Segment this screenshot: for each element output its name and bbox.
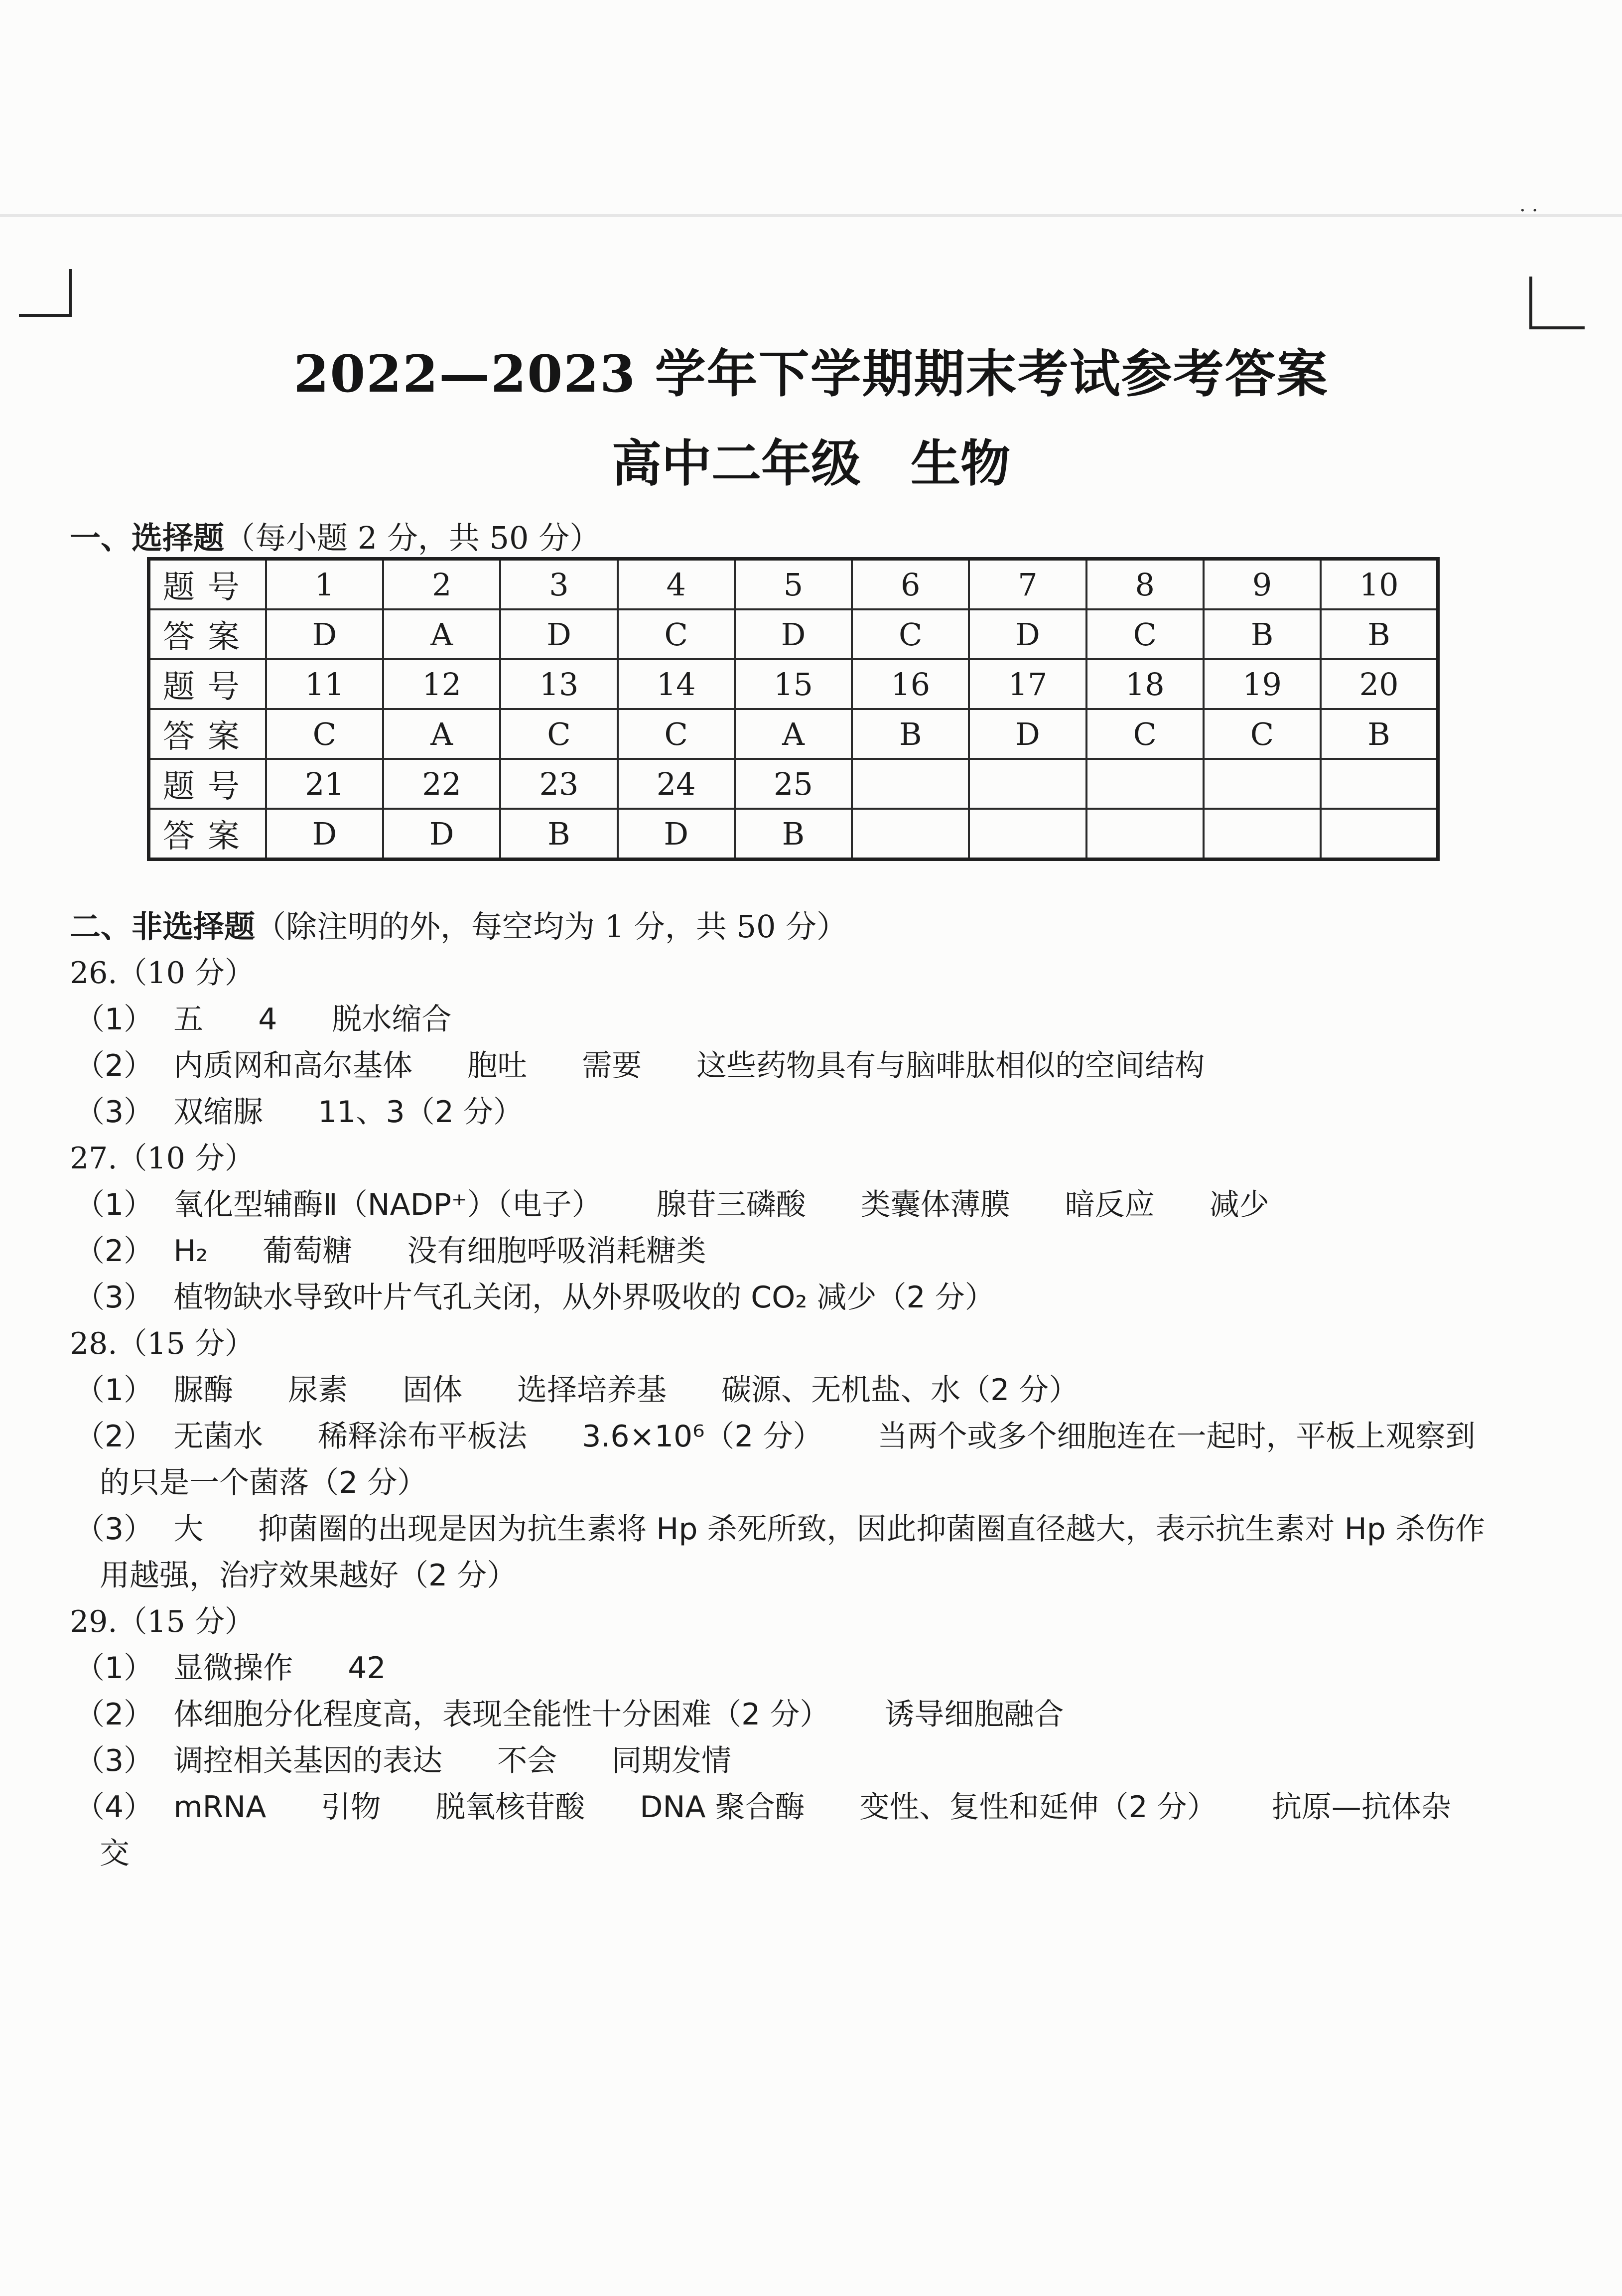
answer-line [75, 1644, 441, 1687]
question-number-row [149, 759, 1438, 809]
answer-row [149, 609, 1438, 659]
question-number-cell: 17 [969, 659, 1086, 709]
answer-blank: 抗原—抗体杂 [1271, 1790, 1451, 1825]
sub-question-label: （1） [75, 1651, 154, 1686]
sub-question-label: （2） [75, 1234, 154, 1269]
answer-blank: 减少 [1209, 1187, 1269, 1222]
answer-blank: 同期发情 [612, 1743, 732, 1778]
answer-label: 答案 [149, 709, 266, 759]
answer-blank: mRNA [173, 1790, 267, 1825]
answer-line [100, 1552, 517, 1594]
answer-line [75, 1181, 1324, 1224]
question-number-cell [1321, 759, 1438, 809]
answer-cell: D [500, 609, 617, 659]
answer-cell: B [852, 709, 969, 759]
section-open-note: （除注明的外，每空均为 1 分，共 50 分） [255, 908, 848, 945]
crop-mark-right [1529, 277, 1585, 329]
section-choice-title: 一、选择题 [70, 520, 225, 556]
question-number-label: 题号 [149, 759, 266, 809]
answer-line [100, 1459, 427, 1502]
answer-blank: 没有细胞呼吸消耗糖类 [407, 1234, 706, 1269]
question-number-cell: 10 [1321, 559, 1438, 610]
answer-line [75, 1737, 786, 1780]
answer-blank: 这些药物具有与脑啡肽相似的空间结构 [696, 1048, 1205, 1083]
answer-line [75, 1505, 1540, 1548]
question-number-cell: 25 [735, 759, 852, 809]
answer-blank: 稀释涂布平板法 [318, 1419, 528, 1454]
answer-cell: B [1321, 609, 1438, 659]
question-number-cell: 6 [852, 559, 969, 610]
answer-line [75, 1691, 1118, 1733]
answer-blank: 类囊体薄膜 [860, 1187, 1010, 1222]
question-number-cell: 23 [500, 759, 617, 809]
question-number-cell: 4 [618, 559, 735, 610]
sub-question-label: （3） [75, 1512, 154, 1547]
answer-cell: A [735, 709, 852, 759]
answer-blank: 4 [258, 1002, 277, 1037]
answer-blank: 碳源、无机盐、水（2 分） [721, 1373, 1079, 1408]
answer-cell: B [735, 809, 852, 860]
answer-blank: 42 [348, 1651, 386, 1686]
question-number-cell: 5 [735, 559, 852, 610]
answer-cell: C [1086, 709, 1204, 759]
answer-blank: H₂ [173, 1234, 208, 1269]
answer-blank: 无菌水 [173, 1419, 264, 1454]
answer-line [75, 996, 506, 1038]
answer-blank: 当两个或多个细胞连在一起时，平板上观察到 [877, 1419, 1476, 1454]
question-number-cell: 15 [735, 659, 852, 709]
answer-blank: 不会 [497, 1743, 557, 1778]
question-number-cell: 16 [852, 659, 969, 709]
answer-cell [1321, 809, 1438, 860]
answer-blank: DNA 聚合酶 [640, 1790, 805, 1825]
answer-label: 答案 [149, 609, 266, 659]
question-number-cell: 21 [266, 759, 383, 809]
answer-blank: 3.6×10⁶（2 分） [582, 1419, 823, 1454]
answer-blank: 诱导细胞融合 [884, 1697, 1064, 1732]
answer-blank: 需要 [582, 1048, 642, 1083]
section-choice-header [70, 513, 600, 558]
answer-cell: D [735, 609, 852, 659]
sub-question-label: （2） [75, 1697, 154, 1732]
answer-line [75, 1088, 578, 1131]
answer-cell: C [266, 709, 383, 759]
answer-blank: 的只是一个菌落（2 分） [100, 1465, 427, 1500]
question-number-cell: 13 [500, 659, 617, 709]
question-heading: 29.（15 分） [70, 1604, 255, 1639]
answer-line [75, 1366, 1133, 1409]
question-number-cell: 7 [969, 559, 1086, 610]
answer-blank: 尿素 [288, 1373, 348, 1408]
question-number-cell: 18 [1086, 659, 1204, 709]
question-number-label: 题号 [149, 659, 266, 709]
answer-blank: 腺苷三磷酸 [656, 1187, 806, 1222]
answer-blank: 变性、复性和延伸（2 分） [859, 1790, 1217, 1825]
answer-cell: D [618, 809, 735, 860]
answer-line [75, 1783, 1506, 1826]
question-number-row [149, 559, 1438, 610]
question-number-cell [852, 759, 969, 809]
question-heading: 26.（10 分） [70, 956, 255, 991]
question-number-cell [1086, 759, 1204, 809]
answer-line [75, 1227, 761, 1270]
sub-question-label: （3） [75, 1280, 154, 1315]
question-number-row [149, 659, 1438, 709]
answer-cell: C [1204, 709, 1321, 759]
answer-blank: 五 [173, 1002, 204, 1037]
question-heading: 28.（15 分） [70, 1326, 255, 1361]
answer-blank: 交 [100, 1836, 130, 1871]
answer-blank: 植物缺水导致叶片气孔关闭，从外界吸收的 CO₂ 减少（2 分） [173, 1280, 995, 1315]
answer-blank: 脲酶 [173, 1373, 234, 1408]
answer-cell: A [383, 609, 500, 659]
answer-cell [852, 809, 969, 860]
answer-blank: 内质网和高尔基体 [173, 1048, 413, 1083]
answer-blank: 暗反应 [1065, 1187, 1155, 1222]
question-number-cell: 8 [1086, 559, 1204, 610]
sub-question-label: （4） [75, 1790, 154, 1825]
corner-dots: ·· [1519, 199, 1544, 222]
answer-cell: D [383, 809, 500, 860]
answer-row [149, 709, 1438, 759]
answer-cell: A [383, 709, 500, 759]
question-number-label: 题号 [149, 559, 266, 610]
section-choice-note: （每小题 2 分，共 50 分） [224, 520, 601, 556]
sub-question-label: （1） [75, 1373, 154, 1408]
answer-table [147, 557, 1440, 861]
question-number-cell: 9 [1204, 559, 1321, 610]
answer-blank: 固体 [403, 1373, 463, 1408]
answer-blank: 抑菌圈的出现是因为抗生素将 Hp 杀死所致，因此抑菌圈直径越大，表示抗生素对 Hp 杀伤作 [258, 1512, 1485, 1547]
answer-blank: 脱氧核苷酸 [435, 1790, 585, 1825]
answer-cell: D [969, 709, 1086, 759]
answer-cell: D [266, 809, 383, 860]
sub-question-label: （1） [75, 1002, 154, 1037]
answer-cell: C [618, 709, 735, 759]
sub-question-label: （2） [75, 1419, 154, 1454]
answer-blank: 葡萄糖 [263, 1234, 353, 1269]
question-heading: 27.（10 分） [70, 1141, 255, 1176]
section-open-header [70, 902, 847, 946]
question-number-cell: 2 [383, 559, 500, 610]
question-number-cell [1204, 759, 1321, 809]
paper-edge [0, 214, 1622, 217]
answer-blank: 氧化型辅酶Ⅱ（NADP⁺）（电子） [173, 1187, 602, 1222]
question-number-cell [969, 759, 1086, 809]
question-number-cell: 19 [1204, 659, 1321, 709]
question-number-cell: 3 [500, 559, 617, 610]
sub-question-label: （3） [75, 1095, 154, 1130]
answer-blank: 体细胞分化程度高，表现全能性十分困难（2 分） [173, 1697, 830, 1732]
answer-blank: 选择培养基 [517, 1373, 667, 1408]
document-subtitle: 高中二年级 生物 [612, 434, 1010, 493]
answer-cell: C [500, 709, 617, 759]
answer-cell [969, 809, 1086, 860]
answer-blank: 用越强，治疗效果越好（2 分） [100, 1558, 517, 1593]
question-number-cell: 20 [1321, 659, 1438, 709]
sub-question-label: （1） [75, 1187, 154, 1222]
sub-question-label: （3） [75, 1743, 154, 1778]
answer-line [75, 1274, 1050, 1316]
question-number-cell: 14 [618, 659, 735, 709]
answer-line [100, 1830, 130, 1872]
answer-cell [1204, 809, 1321, 860]
answer-cell: D [266, 609, 383, 659]
answer-cell: B [500, 809, 617, 860]
question-number-cell: 22 [383, 759, 500, 809]
section-open-title: 二、非选择题 [70, 908, 256, 945]
answer-blank: 调控相关基因的表达 [173, 1743, 443, 1778]
question-number-cell: 24 [618, 759, 735, 809]
answer-blank: 显微操作 [173, 1651, 293, 1686]
crop-mark-left [19, 269, 72, 317]
answer-cell: C [852, 609, 969, 659]
answer-cell: B [1204, 609, 1321, 659]
answer-cell: C [1086, 609, 1204, 659]
answer-label: 答案 [149, 809, 266, 860]
answer-blank: 引物 [321, 1790, 381, 1825]
answer-row [149, 809, 1438, 860]
answer-blank: 胞吐 [467, 1048, 528, 1083]
answer-line [75, 1413, 1530, 1455]
answer-blank: 大 [173, 1512, 204, 1547]
answer-blank: 11、3（2 分） [318, 1095, 523, 1130]
question-number-cell: 11 [266, 659, 383, 709]
question-number-cell: 1 [266, 559, 383, 610]
answer-blank: 双缩脲 [173, 1095, 264, 1130]
answer-line [75, 1042, 1259, 1085]
answer-cell: B [1321, 709, 1438, 759]
answer-blank: 脱水缩合 [332, 1002, 452, 1037]
sub-question-label: （2） [75, 1048, 154, 1083]
answer-cell [1086, 809, 1204, 860]
answer-cell: C [618, 609, 735, 659]
answer-cell: D [969, 609, 1086, 659]
question-number-cell: 12 [383, 659, 500, 709]
document-title: 2022—2023 学年下学期期末考试参考答案 [293, 344, 1329, 404]
